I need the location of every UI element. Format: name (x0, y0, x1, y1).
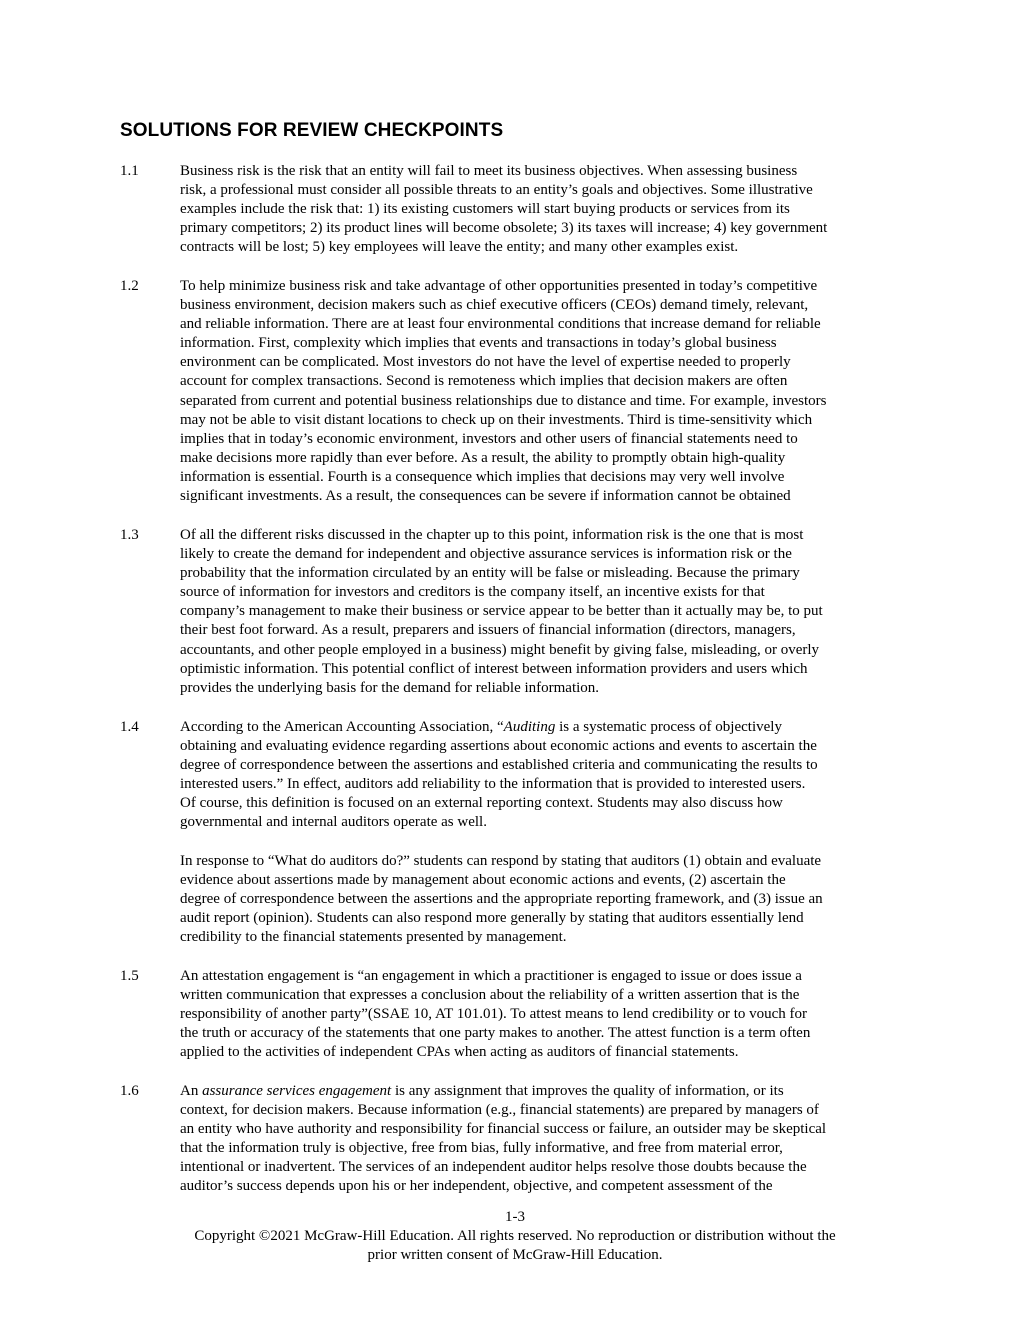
page-number: 1-3 (505, 1209, 525, 1225)
text-line: may not be able to visit distant locations to check up on their investments. Third is time-sensitivity which (180, 411, 813, 428)
text-line: Of course, this definition is focused on an external reporting context. Students may also discuss how (180, 795, 783, 812)
text-line: information. First, complexity which implies that events and transactions in today’s global business (180, 335, 777, 352)
item-body (180, 162, 910, 257)
checkpoint-1-4 (120, 718, 910, 947)
text-line: optimistic information. This potential conflict of interest between information providers and users which (180, 660, 808, 677)
text-line: the truth or accuracy of the statements that one party makes to another. The attest function is a term often (180, 1025, 811, 1042)
text-line: probability that the information circulated by an entity will be false or misleading. Because the primary (180, 565, 800, 582)
checkpoint-1-2 (120, 277, 910, 506)
text-line: auditor’s success depends upon his or her independent, objective, and competent assessment of the (180, 1178, 773, 1195)
text-line: intentional or inadvertent. The services of an independent auditor helps resolve those doubts because the (180, 1159, 807, 1176)
text-line: information is essential. Fourth is a consequence which implies that decisions may very well involve (180, 468, 785, 485)
text-line: likely to create the demand for independent and objective assurance services is information risk or the (180, 546, 792, 563)
italic-term: Auditing (503, 719, 556, 735)
item-body (180, 718, 910, 947)
text-line: make decisions more rapidly than ever before. As a result, the ability to promptly obtain high-quality (180, 449, 786, 466)
text-line: implies that in today’s economic environment, investors and other users of financial statements need to (180, 430, 798, 447)
text-line: In response to “What do auditors do?” students can respond by stating that auditors (1) obtain and evaluate (180, 852, 822, 869)
item-number: 1.5 (120, 968, 139, 984)
text-line: credibility to the financial statements presented by management. (180, 929, 567, 946)
text-line: An attestation engagement is “an engagement in which a practitioner is engaged to issue or does issue a (180, 968, 802, 984)
italic-term: assurance services engagement (202, 1083, 392, 1099)
item-body (180, 1082, 910, 1197)
text-line: obtaining and evaluating evidence regarding assertions about economic actions and events to ascertain the (180, 738, 817, 755)
text-line: governmental and internal auditors operate as well. (180, 814, 487, 831)
text-line: significant investments. As a result, the consequences can be severe if information cannot be obtained (180, 488, 791, 505)
text-line: examples include the risk that: 1) its existing customers will start buying products or services from its (180, 201, 790, 218)
text-line: and reliable information. There are at least four environmental conditions that increase demand for reliable (180, 316, 821, 333)
text-line: that the information truly is objective, free from bias, fully informative, and free from material error, (180, 1140, 783, 1157)
text-line: separated from current and potential business relationships due to distance and time. For example, investors (180, 392, 827, 409)
text-line: applied to the activities of independent CPAs when acting as auditors of financial statements. (180, 1044, 739, 1061)
checkpoint-1-1 (120, 162, 910, 257)
text-line: interested users.” In effect, auditors add reliability to the information that is provided to interested users. (180, 776, 806, 793)
text-line: degree of correspondence between the assertions and the appropriate reporting framework, and (3) issue an (180, 890, 823, 907)
text-line: contracts will be lost; 5) key employees will leave the entity; and many other examples exist. (180, 239, 739, 256)
text-line: written communication that expresses a conclusion about the reliability of a written assertion that is the (180, 987, 800, 1004)
item-body (180, 277, 910, 506)
text-line: accountants, and other people employed in a business) might benefit by giving false, misleading, or overly (180, 641, 820, 658)
item-body (180, 967, 910, 1062)
checkpoint-1-5 (120, 967, 910, 1062)
text-line: Of all the different risks discussed in the chapter up to this point, information risk is the one that is most (180, 527, 804, 543)
text-line: risk, a professional must consider all possible threats to an entity’s goals and objectives. Some illustrative (180, 182, 813, 199)
text-line: their best foot forward. As a result, preparers and issuers of financial information (directors, managers, (180, 622, 796, 639)
text-line: provides the underlying basis for the demand for reliable information. (180, 679, 600, 696)
item-body (180, 526, 910, 698)
item-number: 1.6 (120, 1083, 139, 1099)
text-line-with-italic: An assurance services engagement is any assignment that improves the quality of information, or its (180, 1083, 784, 1099)
text-line: environment can be complicated. Most investors do not have the level of expertise needed to properly (180, 354, 791, 371)
text-line: business environment, decision makers such as chief executive officers (CEOs) demand timely, relevant, (180, 297, 809, 314)
text-line: company’s management to make their business or service appear to be better than it actually may be, to put (180, 603, 823, 620)
copyright-line: Copyright ©2021 McGraw-Hill Education. All rights reserved. No reproduction or distribution without the (194, 1228, 836, 1245)
text-line: account for complex transactions. Second is remoteness which implies that decision makers are often (180, 373, 788, 390)
text-line: context, for decision makers. Because information (e.g., financial statements) are prepared by managers of (180, 1102, 819, 1119)
item-number: 1.3 (120, 527, 139, 543)
text-line: responsibility of another party”(SSAE 10, AT 101.01). To attest means to lend credibility or to vouch for (180, 1006, 808, 1023)
item-number: 1.2 (120, 278, 139, 294)
text-line: source of information for investors and creditors is the company itself, an incentive exists for that (180, 584, 765, 601)
text-line: an entity who have authority and responsibility for financial success or failure, an outsider may be skeptical (180, 1121, 827, 1138)
section-heading: SOLUTIONS FOR REVIEW CHECKPOINTS (120, 120, 504, 141)
text-line: primary competitors; 2) its product lines will become obsolete; 3) its taxes will increase; 4) key government (180, 220, 828, 237)
copyright-line: prior written consent of McGraw-Hill Education. (367, 1247, 663, 1264)
item-number: 1.1 (120, 163, 139, 179)
text-line: evidence about assertions made by management about economic actions and events, (2) ascertain the (180, 871, 786, 888)
item-number: 1.4 (120, 719, 139, 735)
page-footer (120, 1208, 910, 1266)
checkpoint-1-3 (120, 526, 910, 698)
text-line-with-italic: According to the American Accounting Association, “Auditing is a systematic process of objectively (180, 719, 782, 735)
text-line: degree of correspondence between the assertions and established criteria and communicating the results to (180, 757, 818, 774)
checkpoint-1-6 (120, 1082, 910, 1197)
text-line: audit report (opinion). Students can also respond more generally by stating that auditors essentially lend (180, 909, 804, 926)
text-line: Business risk is the risk that an entity will fail to meet its business objectives. When assessing business (180, 163, 798, 179)
text-line: To help minimize business risk and take advantage of other opportunities presented in today’s competitive (180, 278, 818, 294)
